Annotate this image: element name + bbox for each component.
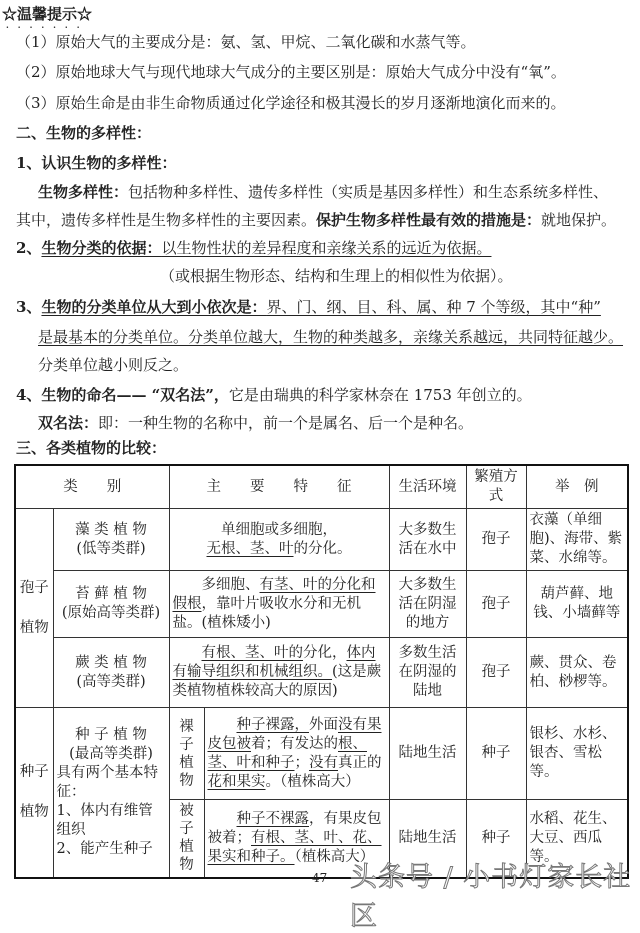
gymnosperm-reproduction: 种子 (466, 708, 526, 800)
algae-reproduction: 孢子 (466, 509, 526, 571)
point-3-line-c: 分类单位越小则反之。 (38, 356, 189, 374)
gymnosperm-name: 裸子植物 (169, 708, 204, 800)
header-category: 类 别 (15, 465, 169, 509)
algae-name: 藻 类 植 物 (低等类群) (53, 509, 169, 571)
fern-features: 有根、茎、叶的分化，体内有输导组织和机械组织。(这是蕨类植物植株较高大的原因) (169, 638, 389, 708)
moss-examples: 葫芦藓、地钱、小墙藓等 (526, 571, 628, 638)
angiosperm-reproduction: 种子 (466, 800, 526, 878)
algae-environment: 大多数生活在水中 (389, 509, 466, 571)
moss-features: 多细胞、有茎、叶的分化和假根，靠叶片吸收水分和无机盐。(植株矮小) (169, 571, 389, 638)
watermark: 头条号 / 小书灯家长社区 (350, 862, 632, 932)
angiosperm-environment: 陆地生活 (389, 800, 466, 878)
moss-environment: 大多数生活在阴湿的地方 (389, 571, 466, 638)
section-2-title: 二、生物的多样性： (16, 124, 152, 142)
tip-title: ☆温馨提示☆ ······· (2, 5, 93, 32)
table-row-fern (15, 638, 628, 708)
point-2-alt: （或根据生物形态、结构和生理上的相似性为依据）。 (160, 267, 513, 285)
point-4: 4、生物的命名—— “双名法”，它是由瑞典的科学家林奈在 1753 年创立的。 (16, 386, 532, 404)
point-3-line-b: 是最基本的分类单位。分类单位越大，生物的种类越多，亲缘关系越远，共同特征越少。 (38, 328, 624, 346)
algae-features: 单细胞或多细胞， 无根、茎、叶的分化。 (169, 509, 389, 571)
point-3: 3、生物的分类单位从大到小依次是：界、门、纲、目、科、属、种 7 个等级，其中“种” (16, 298, 601, 316)
angiosperm-features: 种子不裸露，有果皮包被着；有根、茎、叶、花、果实和种子。（植株高大） (204, 800, 389, 878)
table-row-algae (15, 509, 628, 571)
gymnosperm-features: 种子裸露，外面没有果皮包被着；有发达的根、茎、叶和种子；没有真正的花和果实。（植株高大） (204, 708, 389, 800)
table-row-gymnosperm (15, 708, 628, 800)
page-number: 47 (312, 871, 328, 885)
tip-1: （1）原始大气的主要成分是：氨、氢、甲烷、二氧化碳和水蒸气等。 (16, 33, 476, 51)
angiosperm-examples: 水稻、花生、大豆、西瓜等。 (526, 800, 628, 878)
gymnosperm-environment: 陆地生活 (389, 708, 466, 800)
algae-examples: 衣藻（单细胞)、海带、紫菜、水绵等。 (526, 509, 628, 571)
tip-3: （3）原始生命是由非生命物质通过化学途径和极其漫长的岁月逐渐地演化而来的。 (16, 94, 566, 112)
point-2: 2、生物分类的依据：以生物性状的差异程度和亲缘关系的远近为依据。 (16, 239, 492, 257)
tip-2: （2）原始地球大气与现代地球大气成分的主要区别是：原始大气成分中没有“氧”。 (16, 63, 566, 81)
fern-examples: 蕨、贯众、卷柏、桫椤等。 (526, 638, 628, 708)
table-header-row (15, 465, 628, 509)
fern-environment: 多数生活在阴湿的陆地 (389, 638, 466, 708)
spore-plants-label: 孢子植物 (15, 509, 53, 708)
angiosperm-name: 被子植物 (169, 800, 204, 878)
header-reproduction: 繁殖方式 (466, 465, 526, 509)
moss-name: 苔 藓 植 物 (原始高等类群) (53, 571, 169, 638)
section-3-title: 三、各类植物的比较： (16, 439, 167, 457)
point-4-line-b: 双名法：即：一种生物的名称中，前一个是属名、后一个是种名。 (38, 414, 474, 432)
header-examples: 举 例 (526, 465, 628, 509)
point-1-line-b: 其中，遗传多样性是生物多样性的主要因素。保护生物多样性最有效的措施是：就地保护。 (16, 211, 617, 229)
fern-name: 蕨 类 植 物 (高等类群) (53, 638, 169, 708)
fern-reproduction: 孢子 (466, 638, 526, 708)
seed-plants-label: 种子植物 (15, 708, 53, 878)
header-environment: 生活环境 (389, 465, 466, 509)
table-row-moss (15, 571, 628, 638)
plant-comparison-table (14, 464, 629, 879)
point-1-line-a: 生物多样性：包括物种多样性、遗传多样性（实质是基因多样性）和生态系统多样性、 (38, 183, 609, 201)
seed-plants-description: 种 子 植 物 (最高等类群) 具有两个基本特征： 1、体内有维管组织 2、能产生种子 (53, 708, 169, 878)
point-1-title: 1、认识生物的多样性： (16, 154, 177, 172)
gymnosperm-examples: 银杉、水杉、银杏、雪松等。 (526, 708, 628, 800)
header-features: 主 要 特 征 (169, 465, 389, 509)
moss-reproduction: 孢子 (466, 571, 526, 638)
